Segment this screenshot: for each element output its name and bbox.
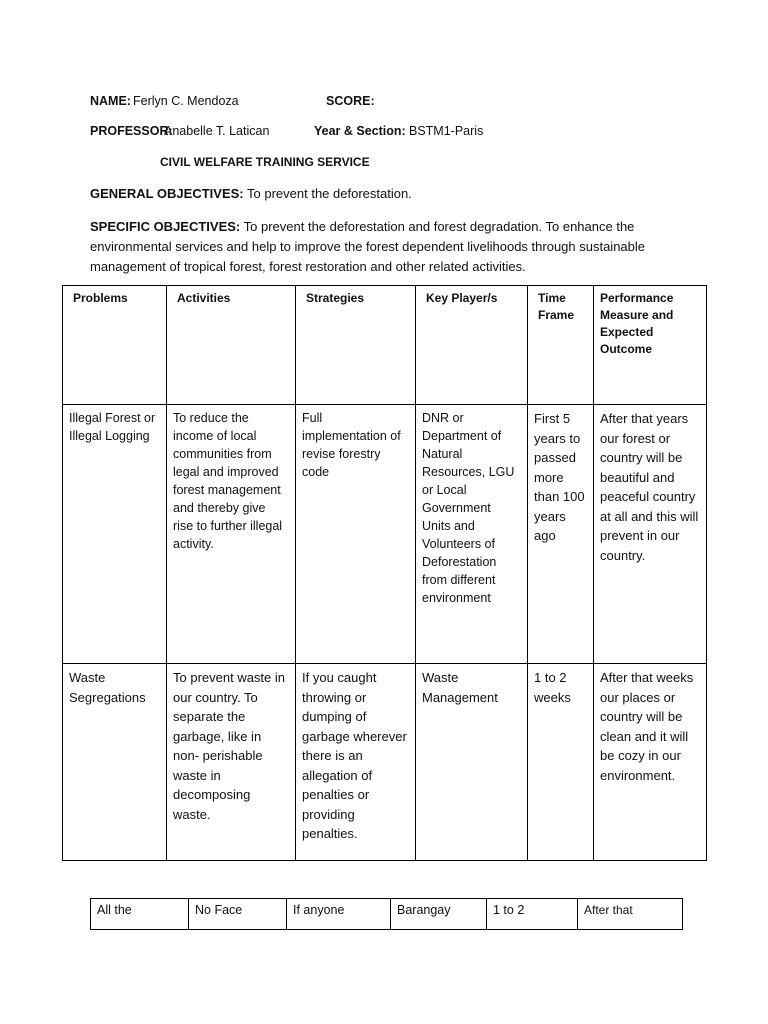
cell-outcome: After that weeks our places or country will be clean and it will be cozy in our environment.	[594, 664, 707, 861]
header-key-players: Key Player/s	[416, 286, 528, 405]
general-objectives-label: GENERAL OBJECTIVES:	[90, 186, 244, 201]
table-row	[91, 899, 683, 930]
table-row	[63, 405, 707, 664]
cell-key-player: DNR or Department of Natural Resources, LGU or Local Government Units and Volunteers of Deforestation from different environment	[416, 405, 528, 664]
activity-table	[62, 285, 707, 861]
cell-activity: To prevent waste in our country. To separate the garbage, like in non- perishable waste in decomposing waste.	[167, 664, 296, 861]
cell-activity: To reduce the income of local communities from legal and improved forest management and thereby give rise to further illegal activity.	[167, 405, 296, 664]
cell-outcome: After that	[578, 899, 683, 930]
header-problems: Problems	[63, 286, 167, 405]
specific-objectives	[90, 217, 670, 277]
specific-objectives-text: To prevent the deforestation and forest degradation. To enhance the environmental services and help to improve the forest dependent livelihoods through sustainable management of tropical forest, forest restoration and other related activities.	[90, 219, 646, 274]
general-objectives	[90, 184, 670, 204]
specific-objectives-label: SPECIFIC OBJECTIVES:	[90, 219, 241, 234]
name-label: NAME:	[90, 94, 131, 108]
cell-problem: Illegal Forest or Illegal Logging	[63, 405, 167, 664]
section-label: Year & Section:	[314, 124, 406, 138]
table-row	[63, 664, 707, 861]
header-time-frame: Time Frame	[528, 286, 594, 405]
general-objectives-text: To prevent the deforestation.	[247, 186, 412, 201]
cell-problem: Waste Segregations	[63, 664, 167, 861]
cell-key-player: Barangay	[391, 899, 487, 930]
cell-time-frame: First 5 years to passed more than 100 years ago	[528, 405, 594, 664]
continuation-table	[90, 898, 683, 930]
cell-activity: No Face	[189, 899, 287, 930]
professor-value: Anabelle T. Latican	[164, 124, 270, 138]
cell-key-player: Waste Management	[416, 664, 528, 861]
cell-time-frame: 1 to 2 weeks	[528, 664, 594, 861]
cell-problem: All the	[91, 899, 189, 930]
header-performance-measure: Performance Measure and Expected Outcome	[594, 286, 707, 405]
professor-label: PROFESSOR:	[90, 124, 173, 138]
header-strategies: Strategies	[296, 286, 416, 405]
cell-strategy: If anyone	[287, 899, 391, 930]
score-label: SCORE:	[326, 94, 375, 108]
cell-strategy: If you caught throwing or dumping of garbage wherever there is an allegation of penalties or providing penalties.	[296, 664, 416, 861]
cell-outcome: After that years our forest or country will be beautiful and peaceful country at all and this will prevent in our country.	[594, 405, 707, 664]
cell-time-frame: 1 to 2	[487, 899, 578, 930]
header-activities: Activities	[167, 286, 296, 405]
cell-strategy: Full implementation of revise forestry code	[296, 405, 416, 664]
document-title: CIVIL WELFARE TRAINING SERVICE	[160, 155, 370, 169]
section-value: BSTM1-Paris	[409, 124, 484, 138]
name-value: Ferlyn C. Mendoza	[133, 94, 239, 108]
table-header-row	[63, 286, 707, 405]
